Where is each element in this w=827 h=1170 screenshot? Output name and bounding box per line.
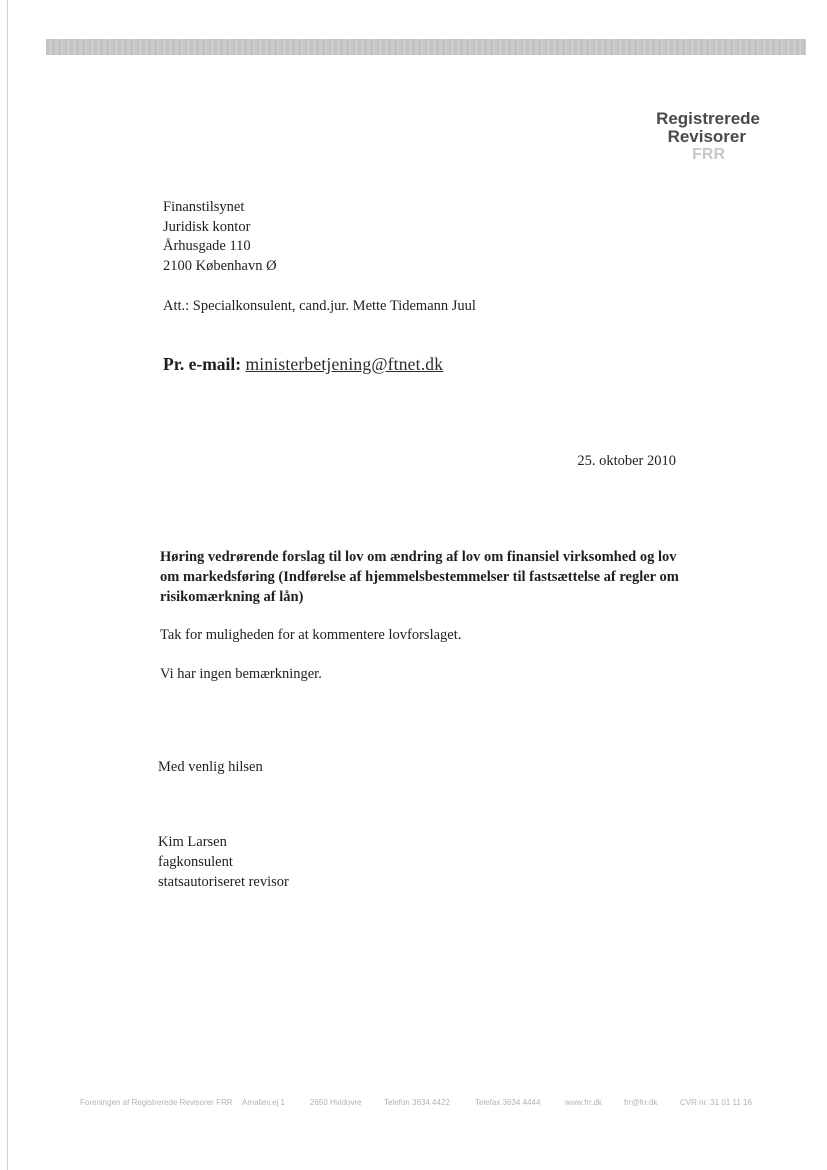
email-label: Pr. e-mail: (163, 354, 242, 374)
signature-block (158, 833, 289, 893)
footer-cvr: CVR nr. 31 01 11 16 (680, 1098, 752, 1107)
frr-logo (600, 110, 760, 164)
footer-web: www.frr.dk (565, 1098, 602, 1107)
footer-street: Amaliev.ej 1 (242, 1098, 285, 1107)
body-paragraph-2: Vi har ingen bemærkninger. (160, 666, 322, 682)
recipient-org: Finanstilsynet (163, 199, 245, 215)
email-link[interactable]: ministerbetjening@ftnet.dk (245, 354, 444, 374)
footer-org: Foreningen af Registrerede Revisorer FRR (80, 1098, 233, 1107)
attention-line: Att.: Specialkonsulent, cand.jur. Mette Tidemann Juul (163, 298, 476, 314)
letter-date: 25. oktober 2010 (577, 453, 676, 469)
page-edge-line (7, 0, 8, 1170)
email-line (163, 354, 443, 375)
signer-role: statsautoriseret revisor (158, 874, 289, 890)
body-paragraph-1: Tak for muligheden for at kommentere lovforslaget. (160, 627, 462, 643)
logo-line-1: Registrerede (656, 109, 760, 128)
signer-name: Kim Larsen (158, 834, 227, 850)
recipient-dept: Juridisk kontor (163, 218, 251, 235)
recipient-city: 2100 København Ø (163, 257, 277, 274)
footer-mail: frr@frr.dk (624, 1098, 658, 1107)
letterhead-footer (80, 1098, 760, 1112)
logo-line-3: FRR (692, 146, 725, 163)
recipient-street: Århusgade 110 (163, 238, 251, 254)
footer-fax: Telefax 3634 4444 (475, 1098, 541, 1107)
closing: Med venlig hilsen (158, 759, 263, 775)
footer-city: 2650 Hvidovre (310, 1098, 362, 1107)
footer-phone: Telefon 3634 4422 (384, 1098, 450, 1107)
logo-line-2: Revisorer (667, 127, 746, 146)
recipient-address (163, 198, 277, 276)
letterhead-band (46, 39, 806, 55)
signer-title: fagkonsulent (158, 854, 233, 870)
subject-heading: Høring vedrørende forslag til lov om ændring af lov om finansiel virksomhed og lov om markedsføring (Indførelse af hjemmelsbestemmelser til fastsættelse af regler om risikomærkning af lån) (160, 549, 679, 605)
